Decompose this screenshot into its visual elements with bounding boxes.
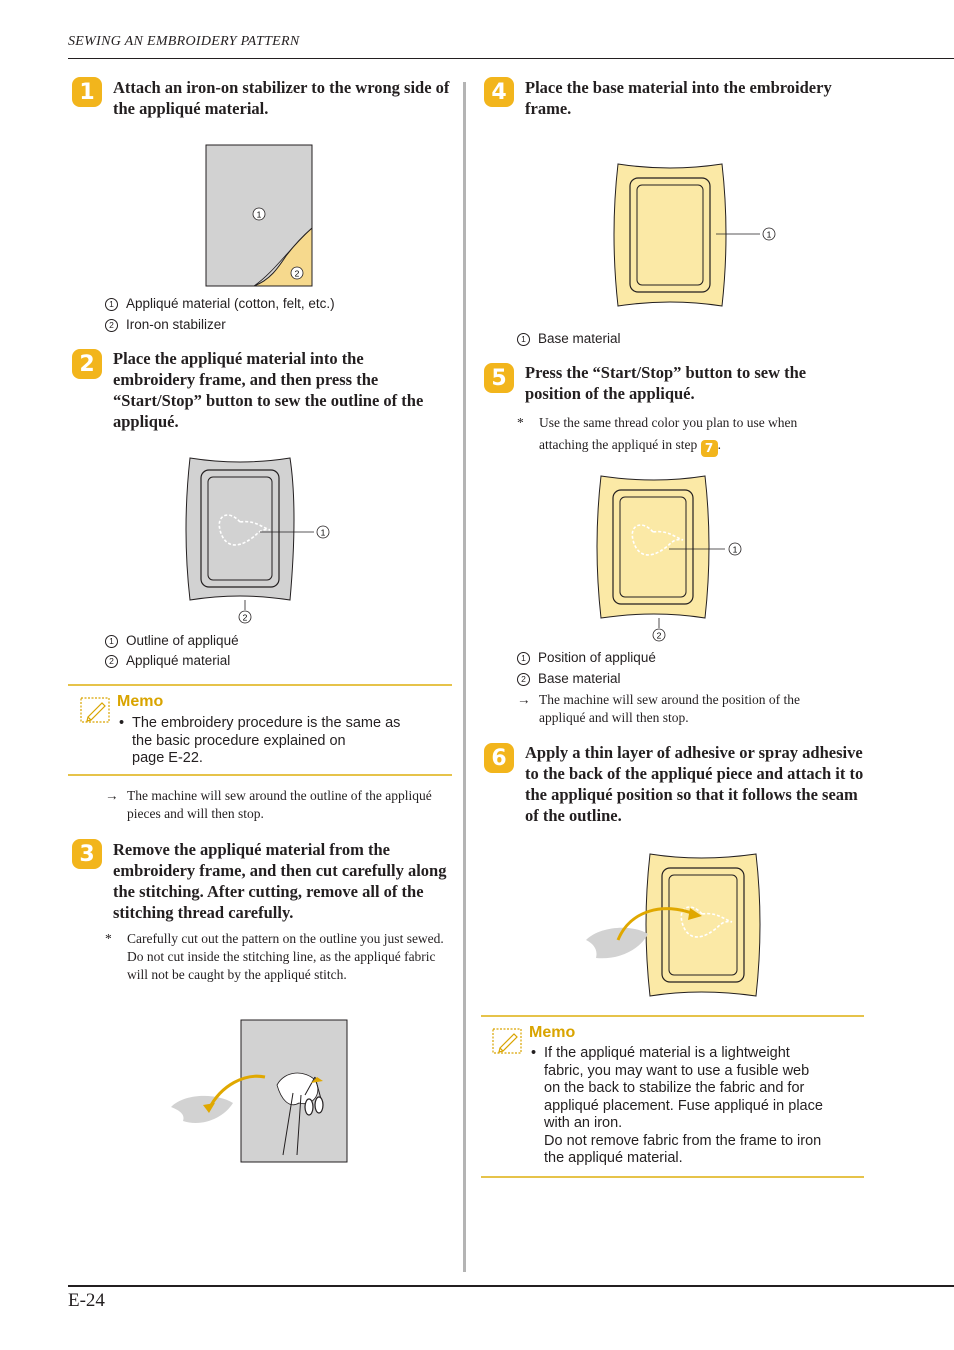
memo-top-rule xyxy=(481,1015,864,1017)
header-rule xyxy=(68,58,954,59)
base-frame-illustration xyxy=(610,158,785,313)
step-6-text: Apply a thin layer of adhesive or spray adhesive to the back of the appliqué piece and attach it to the appliqué position so that it follows the seam of the outline. xyxy=(525,743,864,825)
result-arrow: → xyxy=(517,692,531,707)
caption-marker-1: 1 xyxy=(517,652,530,665)
step-2-badge: 2 xyxy=(72,349,102,379)
memo-title: Memo xyxy=(117,693,164,710)
memo-bottom-rule xyxy=(68,774,452,776)
memo-bullet: • xyxy=(531,1045,537,1061)
step-2-caption-2: 2 Appliqué material xyxy=(105,651,230,671)
step-5-note: * Use the same thread color you plan to use when attaching the appliqué in step 7 . xyxy=(539,412,849,457)
memo-bottom-rule xyxy=(481,1176,864,1178)
step-4-text: Place the base material into the embroidery frame. xyxy=(525,78,832,118)
memo-body: If the appliqué material is a lightweight fabric, you may want to use a fusible web on the back to stabilize the fabric and for appliqué placement. Fuse appliqué in place with an iron. Do not remove fabric from the frame to iron the appliqué material. xyxy=(544,1045,823,1166)
step-1-caption-1: 1 Appliqué material (cotton, felt, etc.) xyxy=(105,294,335,314)
step-4-caption-1: 1 Base material xyxy=(517,329,621,349)
position-frame-illustration xyxy=(595,470,755,645)
caption-marker-1: 1 xyxy=(517,333,530,346)
step-5-result: → The machine will sew around the position of the appliqué and will then stop. xyxy=(517,692,800,725)
page-number: E-24 xyxy=(68,1290,105,1311)
step-1-text: Attach an iron-on stabilizer to the wrong side of the appliqué material. xyxy=(113,78,450,118)
step-5-badge: 5 xyxy=(484,363,514,393)
running-header: SEWING AN EMBROIDERY PATTERN xyxy=(68,34,300,49)
callout-1: 1 xyxy=(256,209,262,220)
callout-1: 1 xyxy=(320,527,326,538)
memo-top-rule xyxy=(68,684,452,686)
step-5-caption-1: 1 Position of appliqué xyxy=(517,648,656,668)
memo-bullet: • xyxy=(119,715,125,731)
callout-2: 2 xyxy=(294,268,300,279)
caption-marker-2: 2 xyxy=(517,673,530,686)
step-2-caption-1: 1 Outline of appliqué xyxy=(105,631,239,651)
step-1-badge: 1 xyxy=(72,77,102,107)
step-1-caption-2: 2 Iron-on stabilizer xyxy=(105,315,226,335)
footer-rule xyxy=(68,1285,954,1287)
step-2-text: Place the appliqué material into the embroidery frame, and then press the “Start/Stop” button to sew the outline of the appliqué. xyxy=(113,349,424,431)
result-arrow: → xyxy=(105,788,119,803)
memo-pencil-icon xyxy=(492,1028,522,1054)
step-4-badge: 4 xyxy=(484,77,514,107)
caption-marker-2: 2 xyxy=(105,319,118,332)
note-asterisk: * xyxy=(105,931,112,946)
memo-pencil-icon xyxy=(80,697,110,723)
column-divider xyxy=(463,82,466,1272)
caption-marker-2: 2 xyxy=(105,655,118,668)
step-7-ref-badge: 7 xyxy=(701,440,718,457)
step-3-text: Remove the appliqué material from the embroidery frame, and then cut carefully along the stitching. After cutting, remove all of the stitching thread carefully. xyxy=(113,840,447,922)
step-5-caption-2: 2 Base material xyxy=(517,669,621,689)
callout-1: 1 xyxy=(732,544,738,555)
step-3-note: * Carefully cut out the pattern on the outline you just sewed. Do not cut inside the stitching line, as the appliqué fabric will not be caught by the appliqué stitch. xyxy=(105,931,444,982)
frame-outline-illustration xyxy=(180,450,340,625)
callout-1: 1 xyxy=(766,229,772,240)
attach-applique-illustration xyxy=(580,848,765,1003)
caption-marker-1: 1 xyxy=(105,635,118,648)
callout-2: 2 xyxy=(242,612,248,623)
memo-title: Memo xyxy=(529,1024,576,1041)
callout-2: 2 xyxy=(656,630,662,641)
step-3-badge: 3 xyxy=(72,839,102,869)
note-asterisk: * xyxy=(517,415,524,430)
memo-body: The embroidery procedure is the same as the basic procedure explained on page E-22. xyxy=(132,715,401,766)
step-2-result: → The machine will sew around the outline of the appliqué pieces and will then stop. xyxy=(105,788,432,821)
caption-marker-1: 1 xyxy=(105,298,118,311)
stabilizer-illustration xyxy=(200,140,320,290)
step-5-text: Press the “Start/Stop” button to sew the position of the appliqué. xyxy=(525,363,807,403)
cutting-illustration xyxy=(165,1015,355,1167)
step-6-badge: 6 xyxy=(484,743,514,773)
